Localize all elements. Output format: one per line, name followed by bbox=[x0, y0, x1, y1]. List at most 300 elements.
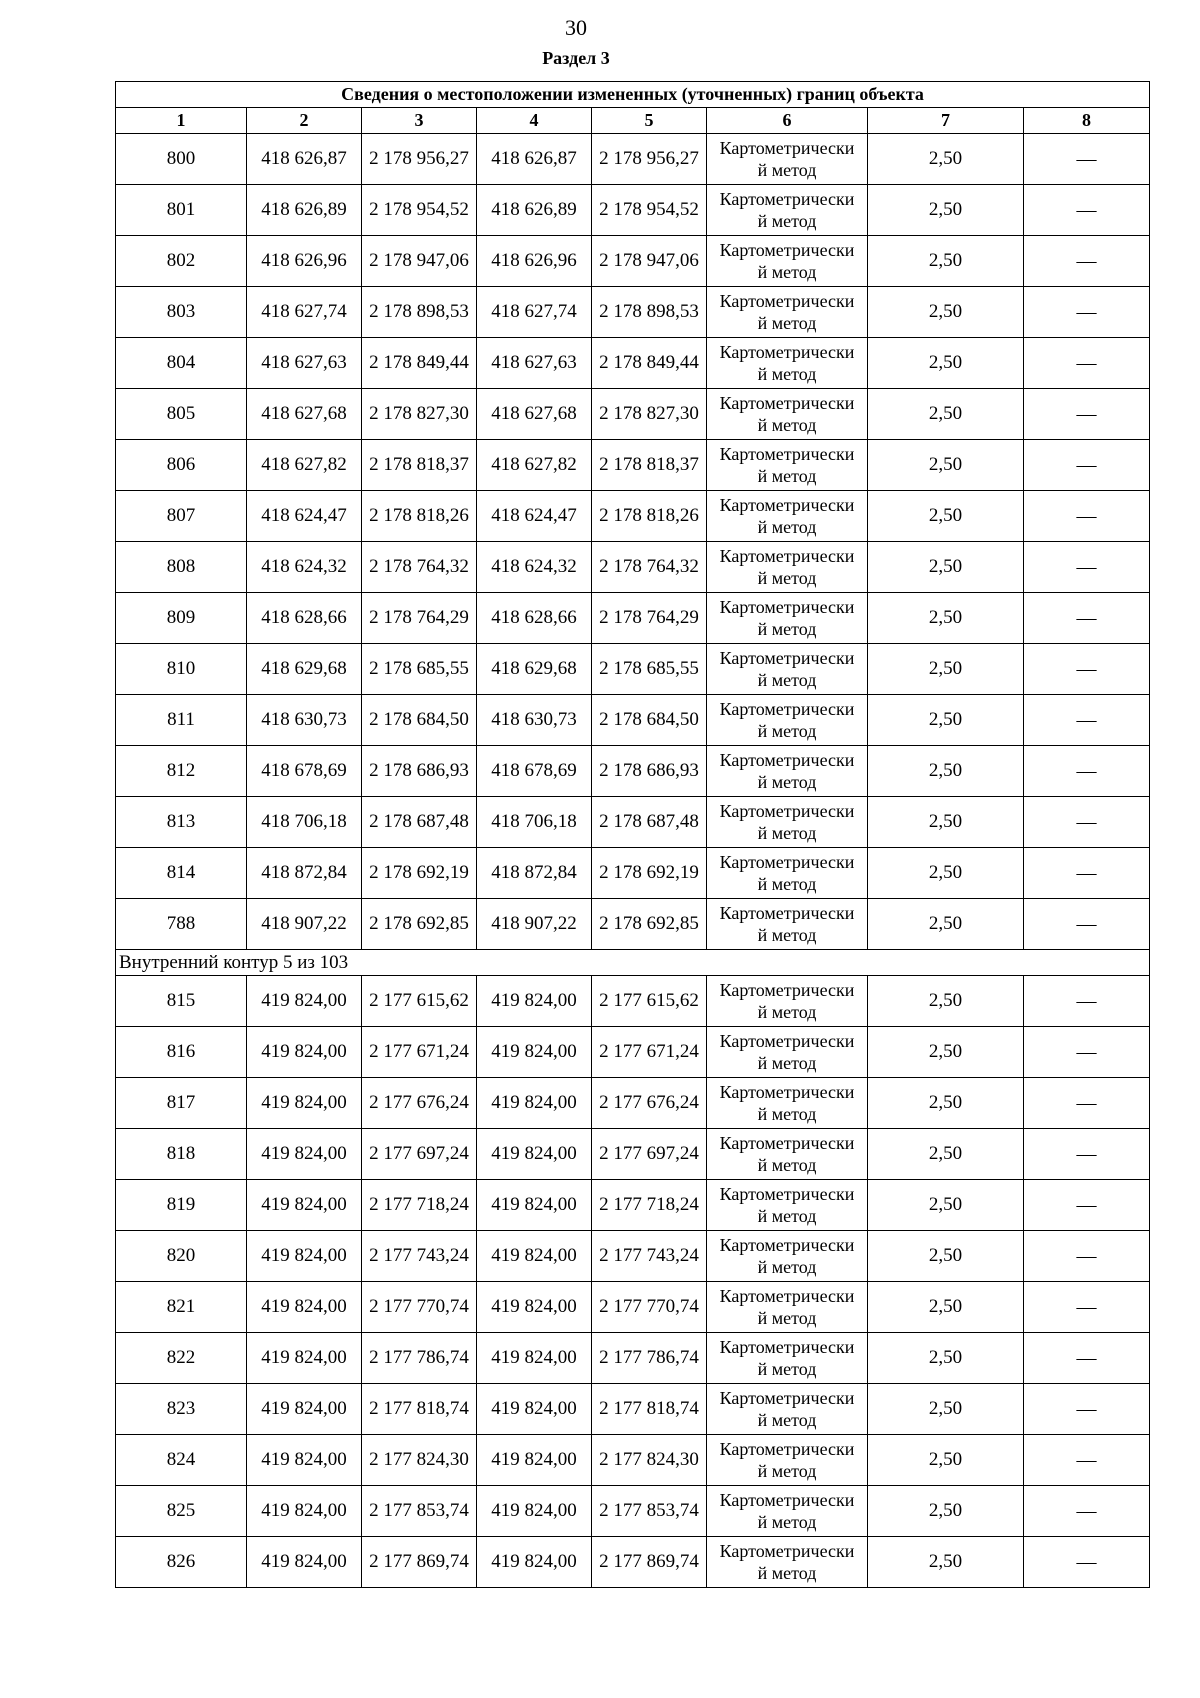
method-line: Картометрически bbox=[719, 291, 855, 311]
x-coord-cell: 418 678,69 bbox=[247, 746, 362, 797]
y-coord-cell: 2 177 770,74 bbox=[592, 1282, 707, 1333]
y-coord-cell: 2 178 692,19 bbox=[592, 848, 707, 899]
method-line: Картометрически bbox=[719, 1337, 855, 1357]
x-coord-cell: 418 706,18 bbox=[247, 797, 362, 848]
method-line: Картометрически bbox=[719, 1439, 855, 1459]
description-cell: — bbox=[1024, 1486, 1150, 1537]
method-line: й метод bbox=[757, 364, 817, 384]
description-cell: — bbox=[1024, 1231, 1150, 1282]
description-cell: — bbox=[1024, 899, 1150, 950]
column-number: 5 bbox=[592, 108, 707, 134]
method-line: Картометрически bbox=[719, 495, 855, 515]
x-coord-cell: 419 824,00 bbox=[477, 976, 592, 1027]
description-cell: — bbox=[1024, 185, 1150, 236]
method-cell bbox=[707, 1129, 868, 1180]
description-cell: — bbox=[1024, 1333, 1150, 1384]
table-row bbox=[116, 644, 1150, 695]
x-coord-cell: 419 824,00 bbox=[247, 976, 362, 1027]
description-cell: — bbox=[1024, 236, 1150, 287]
accuracy-cell: 2,50 bbox=[868, 797, 1024, 848]
method-line: й метод bbox=[757, 670, 817, 690]
description-cell: — bbox=[1024, 1078, 1150, 1129]
table-row bbox=[116, 389, 1150, 440]
accuracy-cell: 2,50 bbox=[868, 1435, 1024, 1486]
y-coord-cell: 2 178 849,44 bbox=[362, 338, 477, 389]
description-cell: — bbox=[1024, 491, 1150, 542]
x-coord-cell: 418 627,82 bbox=[477, 440, 592, 491]
table-caption: Сведения о местоположении измененных (уточненных) границ объекта bbox=[116, 82, 1150, 108]
accuracy-cell: 2,50 bbox=[868, 338, 1024, 389]
method-line: й метод bbox=[757, 721, 817, 741]
description-cell: — bbox=[1024, 1282, 1150, 1333]
x-coord-cell: 418 626,87 bbox=[247, 134, 362, 185]
x-coord-cell: 419 824,00 bbox=[477, 1129, 592, 1180]
method-line: й метод bbox=[757, 211, 817, 231]
description-cell: — bbox=[1024, 848, 1150, 899]
y-coord-cell: 2 178 947,06 bbox=[362, 236, 477, 287]
x-coord-cell: 419 824,00 bbox=[477, 1078, 592, 1129]
accuracy-cell: 2,50 bbox=[868, 593, 1024, 644]
method-line: й метод bbox=[757, 1206, 817, 1226]
description-cell: — bbox=[1024, 1129, 1150, 1180]
point-number-cell: 820 bbox=[116, 1231, 247, 1282]
x-coord-cell: 419 824,00 bbox=[477, 1282, 592, 1333]
x-coord-cell: 418 627,68 bbox=[247, 389, 362, 440]
y-coord-cell: 2 178 687,48 bbox=[592, 797, 707, 848]
description-cell: — bbox=[1024, 746, 1150, 797]
description-cell: — bbox=[1024, 976, 1150, 1027]
accuracy-cell: 2,50 bbox=[868, 695, 1024, 746]
x-coord-cell: 418 624,47 bbox=[247, 491, 362, 542]
method-line: й метод bbox=[757, 772, 817, 792]
column-number: 3 bbox=[362, 108, 477, 134]
table-row bbox=[116, 1333, 1150, 1384]
x-coord-cell: 419 824,00 bbox=[477, 1435, 592, 1486]
column-number: 8 bbox=[1024, 108, 1150, 134]
point-number-cell: 813 bbox=[116, 797, 247, 848]
accuracy-cell: 2,50 bbox=[868, 287, 1024, 338]
accuracy-cell: 2,50 bbox=[868, 1486, 1024, 1537]
column-number: 4 bbox=[477, 108, 592, 134]
accuracy-cell: 2,50 bbox=[868, 491, 1024, 542]
y-coord-cell: 2 178 692,85 bbox=[362, 899, 477, 950]
x-coord-cell: 418 706,18 bbox=[477, 797, 592, 848]
y-coord-cell: 2 178 685,55 bbox=[362, 644, 477, 695]
method-line: Картометрически bbox=[719, 1133, 855, 1153]
y-coord-cell: 2 177 697,24 bbox=[592, 1129, 707, 1180]
point-number-cell: 815 bbox=[116, 976, 247, 1027]
y-coord-cell: 2 178 686,93 bbox=[592, 746, 707, 797]
accuracy-cell: 2,50 bbox=[868, 1180, 1024, 1231]
method-cell bbox=[707, 899, 868, 950]
y-coord-cell: 2 177 869,74 bbox=[362, 1537, 477, 1588]
y-coord-cell: 2 177 676,24 bbox=[362, 1078, 477, 1129]
y-coord-cell: 2 177 818,74 bbox=[592, 1384, 707, 1435]
accuracy-cell: 2,50 bbox=[868, 1282, 1024, 1333]
accuracy-cell: 2,50 bbox=[868, 1078, 1024, 1129]
description-cell: — bbox=[1024, 593, 1150, 644]
method-cell bbox=[707, 1078, 868, 1129]
x-coord-cell: 418 628,66 bbox=[477, 593, 592, 644]
method-line: Картометрически bbox=[719, 393, 855, 413]
description-cell: — bbox=[1024, 440, 1150, 491]
method-line: й метод bbox=[757, 1155, 817, 1175]
method-cell bbox=[707, 1333, 868, 1384]
method-cell bbox=[707, 542, 868, 593]
accuracy-cell: 2,50 bbox=[868, 976, 1024, 1027]
method-line: Картометрически bbox=[719, 546, 855, 566]
y-coord-cell: 2 177 853,74 bbox=[592, 1486, 707, 1537]
description-cell: — bbox=[1024, 695, 1150, 746]
table-row bbox=[116, 287, 1150, 338]
x-coord-cell: 418 629,68 bbox=[477, 644, 592, 695]
table-row bbox=[116, 593, 1150, 644]
y-coord-cell: 2 177 671,24 bbox=[362, 1027, 477, 1078]
y-coord-cell: 2 178 684,50 bbox=[362, 695, 477, 746]
accuracy-cell: 2,50 bbox=[868, 236, 1024, 287]
x-coord-cell: 418 627,74 bbox=[477, 287, 592, 338]
y-coord-cell: 2 178 764,29 bbox=[592, 593, 707, 644]
method-line: Картометрически bbox=[719, 1388, 855, 1408]
x-coord-cell: 418 626,96 bbox=[247, 236, 362, 287]
point-number-cell: 811 bbox=[116, 695, 247, 746]
section-title: Раздел 3 bbox=[542, 48, 610, 68]
accuracy-cell: 2,50 bbox=[868, 1333, 1024, 1384]
x-coord-cell: 419 824,00 bbox=[247, 1231, 362, 1282]
point-number-cell: 817 bbox=[116, 1078, 247, 1129]
y-coord-cell: 2 177 718,24 bbox=[362, 1180, 477, 1231]
point-number-cell: 818 bbox=[116, 1129, 247, 1180]
y-coord-cell: 2 178 684,50 bbox=[592, 695, 707, 746]
method-cell bbox=[707, 236, 868, 287]
y-coord-cell: 2 178 956,27 bbox=[592, 134, 707, 185]
point-number-cell: 806 bbox=[116, 440, 247, 491]
method-line: й метод bbox=[757, 1002, 817, 1022]
point-number-cell: 819 bbox=[116, 1180, 247, 1231]
accuracy-cell: 2,50 bbox=[868, 746, 1024, 797]
y-coord-cell: 2 177 615,62 bbox=[592, 976, 707, 1027]
method-line: Картометрически bbox=[719, 699, 855, 719]
accuracy-cell: 2,50 bbox=[868, 134, 1024, 185]
y-coord-cell: 2 178 687,48 bbox=[362, 797, 477, 848]
x-coord-cell: 418 627,63 bbox=[477, 338, 592, 389]
y-coord-cell: 2 178 686,93 bbox=[362, 746, 477, 797]
table-row bbox=[116, 746, 1150, 797]
y-coord-cell: 2 178 947,06 bbox=[592, 236, 707, 287]
method-cell bbox=[707, 1384, 868, 1435]
point-number-cell: 810 bbox=[116, 644, 247, 695]
method-line: й метод bbox=[757, 313, 817, 333]
accuracy-cell: 2,50 bbox=[868, 1027, 1024, 1078]
method-line: Картометрически bbox=[719, 1490, 855, 1510]
method-cell bbox=[707, 440, 868, 491]
x-coord-cell: 418 626,89 bbox=[477, 185, 592, 236]
description-cell: — bbox=[1024, 1537, 1150, 1588]
y-coord-cell: 2 177 743,24 bbox=[592, 1231, 707, 1282]
table-row bbox=[116, 695, 1150, 746]
point-number-cell: 809 bbox=[116, 593, 247, 644]
column-number: 2 bbox=[247, 108, 362, 134]
method-line: Картометрически bbox=[719, 1541, 855, 1561]
method-line: Картометрически bbox=[719, 597, 855, 617]
method-line: Картометрически bbox=[719, 1184, 855, 1204]
point-number-cell: 807 bbox=[116, 491, 247, 542]
method-line: й метод bbox=[757, 262, 817, 282]
y-coord-cell: 2 177 786,74 bbox=[362, 1333, 477, 1384]
x-coord-cell: 418 630,73 bbox=[477, 695, 592, 746]
point-number-cell: 816 bbox=[116, 1027, 247, 1078]
description-cell: — bbox=[1024, 1435, 1150, 1486]
table-row bbox=[116, 185, 1150, 236]
x-coord-cell: 418 627,82 bbox=[247, 440, 362, 491]
table-row bbox=[116, 440, 1150, 491]
x-coord-cell: 418 907,22 bbox=[247, 899, 362, 950]
method-line: й метод bbox=[757, 925, 817, 945]
point-number-cell: 802 bbox=[116, 236, 247, 287]
method-line: й метод bbox=[757, 517, 817, 537]
point-number-cell: 823 bbox=[116, 1384, 247, 1435]
y-coord-cell: 2 178 818,26 bbox=[592, 491, 707, 542]
x-coord-cell: 418 627,68 bbox=[477, 389, 592, 440]
point-number-cell: 803 bbox=[116, 287, 247, 338]
y-coord-cell: 2 177 869,74 bbox=[592, 1537, 707, 1588]
y-coord-cell: 2 177 718,24 bbox=[592, 1180, 707, 1231]
method-line: Картометрически bbox=[719, 138, 855, 158]
description-cell: — bbox=[1024, 1384, 1150, 1435]
x-coord-cell: 419 824,00 bbox=[247, 1027, 362, 1078]
method-cell bbox=[707, 644, 868, 695]
method-line: Картометрически bbox=[719, 1286, 855, 1306]
x-coord-cell: 418 627,74 bbox=[247, 287, 362, 338]
table-row bbox=[116, 1486, 1150, 1537]
y-coord-cell: 2 177 824,30 bbox=[362, 1435, 477, 1486]
method-line: Картометрически bbox=[719, 444, 855, 464]
table-row bbox=[116, 899, 1150, 950]
method-line: Картометрически bbox=[719, 750, 855, 770]
method-line: й метод bbox=[757, 1053, 817, 1073]
point-number-cell: 814 bbox=[116, 848, 247, 899]
method-cell bbox=[707, 185, 868, 236]
method-line: й метод bbox=[757, 1104, 817, 1124]
method-cell bbox=[707, 338, 868, 389]
method-cell bbox=[707, 1435, 868, 1486]
method-line: й метод bbox=[757, 568, 817, 588]
column-number: 6 bbox=[707, 108, 868, 134]
x-coord-cell: 418 626,87 bbox=[477, 134, 592, 185]
method-cell bbox=[707, 1486, 868, 1537]
method-cell bbox=[707, 746, 868, 797]
x-coord-cell: 418 907,22 bbox=[477, 899, 592, 950]
method-line: Картометрически bbox=[719, 342, 855, 362]
y-coord-cell: 2 177 743,24 bbox=[362, 1231, 477, 1282]
x-coord-cell: 419 824,00 bbox=[477, 1384, 592, 1435]
table-row bbox=[116, 1435, 1150, 1486]
y-coord-cell: 2 178 685,55 bbox=[592, 644, 707, 695]
point-number-cell: 801 bbox=[116, 185, 247, 236]
x-coord-cell: 419 824,00 bbox=[477, 1027, 592, 1078]
y-coord-cell: 2 177 671,24 bbox=[592, 1027, 707, 1078]
y-coord-cell: 2 178 692,85 bbox=[592, 899, 707, 950]
y-coord-cell: 2 178 898,53 bbox=[592, 287, 707, 338]
accuracy-cell: 2,50 bbox=[868, 1537, 1024, 1588]
y-coord-cell: 2 178 764,29 bbox=[362, 593, 477, 644]
point-number-cell: 800 bbox=[116, 134, 247, 185]
accuracy-cell: 2,50 bbox=[868, 440, 1024, 491]
method-cell bbox=[707, 389, 868, 440]
boundary-coordinates-table bbox=[115, 81, 1150, 1588]
method-cell bbox=[707, 287, 868, 338]
point-number-cell: 788 bbox=[116, 899, 247, 950]
description-cell: — bbox=[1024, 287, 1150, 338]
x-coord-cell: 419 824,00 bbox=[247, 1333, 362, 1384]
y-coord-cell: 2 178 849,44 bbox=[592, 338, 707, 389]
point-number-cell: 804 bbox=[116, 338, 247, 389]
y-coord-cell: 2 178 898,53 bbox=[362, 287, 477, 338]
table-row bbox=[116, 1027, 1150, 1078]
description-cell: — bbox=[1024, 389, 1150, 440]
accuracy-cell: 2,50 bbox=[868, 899, 1024, 950]
accuracy-cell: 2,50 bbox=[868, 644, 1024, 695]
x-coord-cell: 419 824,00 bbox=[247, 1180, 362, 1231]
table-row bbox=[116, 338, 1150, 389]
description-cell: — bbox=[1024, 1180, 1150, 1231]
x-coord-cell: 418 628,66 bbox=[247, 593, 362, 644]
method-line: й метод bbox=[757, 874, 817, 894]
method-line: Картометрически bbox=[719, 189, 855, 209]
method-cell bbox=[707, 491, 868, 542]
accuracy-cell: 2,50 bbox=[868, 848, 1024, 899]
description-cell: — bbox=[1024, 644, 1150, 695]
y-coord-cell: 2 177 615,62 bbox=[362, 976, 477, 1027]
method-cell bbox=[707, 848, 868, 899]
x-coord-cell: 418 872,84 bbox=[247, 848, 362, 899]
x-coord-cell: 419 824,00 bbox=[247, 1129, 362, 1180]
x-coord-cell: 418 624,32 bbox=[247, 542, 362, 593]
accuracy-cell: 2,50 bbox=[868, 542, 1024, 593]
method-cell bbox=[707, 976, 868, 1027]
method-line: Картометрически bbox=[719, 1235, 855, 1255]
method-line: й метод bbox=[757, 160, 817, 180]
point-number-cell: 808 bbox=[116, 542, 247, 593]
x-coord-cell: 418 630,73 bbox=[247, 695, 362, 746]
point-number-cell: 812 bbox=[116, 746, 247, 797]
y-coord-cell: 2 178 818,26 bbox=[362, 491, 477, 542]
x-coord-cell: 418 624,47 bbox=[477, 491, 592, 542]
method-line: Картометрически bbox=[719, 852, 855, 872]
y-coord-cell: 2 177 697,24 bbox=[362, 1129, 477, 1180]
point-number-cell: 822 bbox=[116, 1333, 247, 1384]
method-line: й метод bbox=[757, 1359, 817, 1379]
y-coord-cell: 2 178 818,37 bbox=[362, 440, 477, 491]
table-row bbox=[116, 134, 1150, 185]
table-row bbox=[116, 848, 1150, 899]
method-line: Картометрически bbox=[719, 1031, 855, 1051]
y-coord-cell: 2 177 853,74 bbox=[362, 1486, 477, 1537]
accuracy-cell: 2,50 bbox=[868, 1231, 1024, 1282]
point-number-cell: 821 bbox=[116, 1282, 247, 1333]
description-cell: — bbox=[1024, 1027, 1150, 1078]
y-coord-cell: 2 178 692,19 bbox=[362, 848, 477, 899]
method-line: Картометрически bbox=[719, 801, 855, 821]
method-cell bbox=[707, 1282, 868, 1333]
method-line: Картометрически bbox=[719, 240, 855, 260]
table-row bbox=[116, 797, 1150, 848]
description-cell: — bbox=[1024, 797, 1150, 848]
y-coord-cell: 2 178 827,30 bbox=[592, 389, 707, 440]
accuracy-cell: 2,50 bbox=[868, 1129, 1024, 1180]
method-line: Картометрически bbox=[719, 648, 855, 668]
table-row bbox=[116, 1537, 1150, 1588]
point-number-cell: 825 bbox=[116, 1486, 247, 1537]
method-line: й метод bbox=[757, 1461, 817, 1481]
y-coord-cell: 2 178 764,32 bbox=[362, 542, 477, 593]
method-line: Картометрически bbox=[719, 1082, 855, 1102]
contour-section-label: Внутренний контур 5 из 103 bbox=[116, 950, 1150, 976]
table-row bbox=[116, 1384, 1150, 1435]
table-row bbox=[116, 1231, 1150, 1282]
x-coord-cell: 418 629,68 bbox=[247, 644, 362, 695]
x-coord-cell: 418 678,69 bbox=[477, 746, 592, 797]
method-line: Картометрически bbox=[719, 980, 855, 1000]
description-cell: — bbox=[1024, 542, 1150, 593]
method-line: й метод bbox=[757, 1308, 817, 1328]
method-line: Картометрически bbox=[719, 903, 855, 923]
table-row bbox=[116, 1282, 1150, 1333]
x-coord-cell: 419 824,00 bbox=[247, 1435, 362, 1486]
x-coord-cell: 418 872,84 bbox=[477, 848, 592, 899]
y-coord-cell: 2 178 764,32 bbox=[592, 542, 707, 593]
table-row bbox=[116, 491, 1150, 542]
y-coord-cell: 2 178 827,30 bbox=[362, 389, 477, 440]
method-line: й метод bbox=[757, 1512, 817, 1532]
method-line: й метод bbox=[757, 1410, 817, 1430]
method-cell bbox=[707, 1027, 868, 1078]
y-coord-cell: 2 178 954,52 bbox=[592, 185, 707, 236]
accuracy-cell: 2,50 bbox=[868, 1384, 1024, 1435]
x-coord-cell: 419 824,00 bbox=[247, 1486, 362, 1537]
table-row bbox=[116, 1180, 1150, 1231]
x-coord-cell: 419 824,00 bbox=[477, 1537, 592, 1588]
x-coord-cell: 419 824,00 bbox=[247, 1282, 362, 1333]
y-coord-cell: 2 178 954,52 bbox=[362, 185, 477, 236]
table-row bbox=[116, 542, 1150, 593]
x-coord-cell: 419 824,00 bbox=[477, 1180, 592, 1231]
x-coord-cell: 419 824,00 bbox=[247, 1537, 362, 1588]
y-coord-cell: 2 178 956,27 bbox=[362, 134, 477, 185]
method-line: й метод bbox=[757, 823, 817, 843]
point-number-cell: 826 bbox=[116, 1537, 247, 1588]
table-row bbox=[116, 1078, 1150, 1129]
table-row bbox=[116, 976, 1150, 1027]
accuracy-cell: 2,50 bbox=[868, 185, 1024, 236]
x-coord-cell: 419 824,00 bbox=[247, 1078, 362, 1129]
y-coord-cell: 2 177 818,74 bbox=[362, 1384, 477, 1435]
method-cell bbox=[707, 593, 868, 644]
method-line: й метод bbox=[757, 466, 817, 486]
description-cell: — bbox=[1024, 338, 1150, 389]
y-coord-cell: 2 177 676,24 bbox=[592, 1078, 707, 1129]
x-coord-cell: 418 624,32 bbox=[477, 542, 592, 593]
table-body bbox=[116, 134, 1150, 1588]
contour-section-row bbox=[116, 950, 1150, 976]
point-number-cell: 805 bbox=[116, 389, 247, 440]
x-coord-cell: 419 824,00 bbox=[477, 1333, 592, 1384]
x-coord-cell: 419 824,00 bbox=[477, 1486, 592, 1537]
x-coord-cell: 419 824,00 bbox=[477, 1231, 592, 1282]
method-line: й метод bbox=[757, 1563, 817, 1583]
description-cell: — bbox=[1024, 134, 1150, 185]
y-coord-cell: 2 178 818,37 bbox=[592, 440, 707, 491]
